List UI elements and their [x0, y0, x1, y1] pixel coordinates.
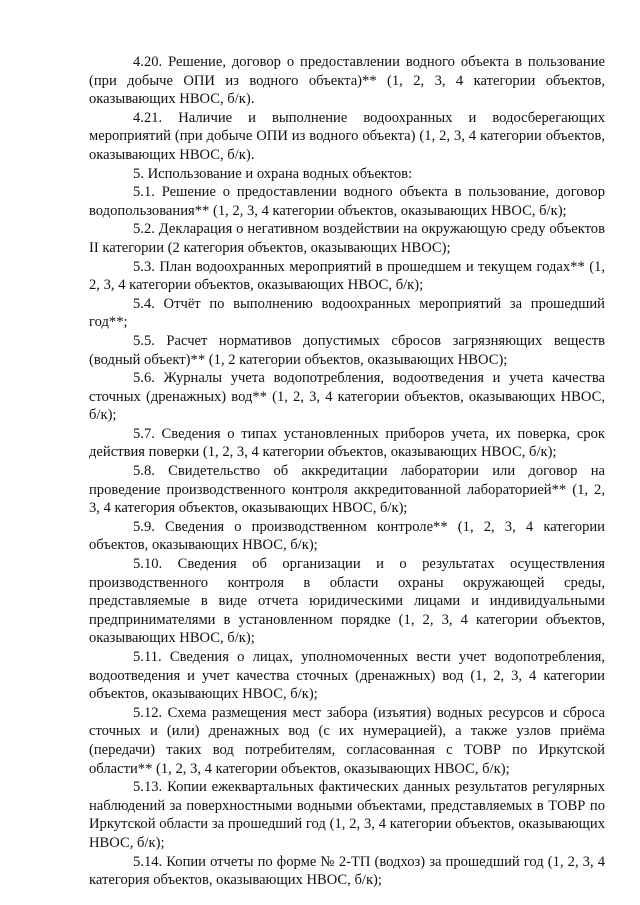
document-page [89, 53, 605, 890]
paragraph-5-2: 5.2. Декларация о негативном воздействии на окружающую среду объектов II категории (2 категория объектов, оказывающих НВОС); [89, 221, 605, 256]
paragraph-5-7: 5.7. Сведения о типах установленных приборов учета, их поверка, срок действия поверки (1, 2, 3, 4 категории объектов, оказывающих НВОС, б/к); [89, 425, 605, 461]
paragraph-5-8: 5.8. Свидетельство об аккредитации лаборатории или договор на проведение производственного контроля аккредитованной лабораторией** (1, 2, 3, 4 категория объектов, оказывающих НВОС, б/к); [89, 463, 605, 517]
paragraph-5-4: 5.4. Отчёт по выполнению водоохранных мероприятий за прошедший год**; [89, 295, 605, 331]
paragraph-5-14: 5.14. Копии отчеты по форме № 2-ТП (водхоз) за прошедший год (1, 2, 3, 4 категория объектов, оказывающих НВОС, б/к); [89, 853, 605, 889]
paragraph-4-20: 4.20. Решение, договор о предоставлении водного объекта в пользование (при добыче ОПИ из водного объекта)** (1, 2, 3, 4 категории объектов, оказывающих НВОС, б/к). [89, 54, 605, 108]
section-5-heading: 5. Использование и охрана водных объектов: [133, 165, 413, 182]
paragraph-4-21: 4.21. Наличие и выполнение водоохранных и водосберегающих мероприятий (при добыче ОПИ из водного объекта) (1, 2, 3, 4 категории объектов, оказывающих НВОС, б/к). [89, 109, 605, 163]
paragraph-5-5: 5.5. Расчет нормативов допустимых сбросов загрязняющих веществ (водный объект)** (1, 2 категории объектов, оказывающих НВОС); [89, 332, 605, 368]
paragraph-5-1: 5.1. Решение о предоставлении водного объекта в пользование, договор водопользования** (1, 2, 3, 4 категории объектов, оказывающих НВОС, б/к); [89, 184, 605, 219]
paragraph-5-6: 5.6. Журналы учета водопотребления, водоотведения и учета качества сточных (дренажных) вод** (1, 2, 3, 4 категории объектов, оказывающих НВОС, б/к); [89, 370, 605, 424]
paragraph-5-11: 5.11. Сведения о лицах, уполномоченных вести учет водопотребления, водоотведения и учет качества сточных (дренажных) вод (1, 2, 3, 4 категории объектов, оказывающих НВОС, б/к); [89, 649, 605, 703]
paragraph-5-12: 5.12. Схема размещения мест забора (изъятия) водных ресурсов и сброса сточных и (или) дренажных вод (с их нумерацией), а также узлов приёма (передачи) таких вод потребителям, согласованная с ТОВР по Иркутской области** (1, 2, 3, 4 категории объектов, оказывающих НВОС, б/к); [89, 704, 605, 777]
paragraph-5-3: 5.3. План водоохранных мероприятий в прошедшем и текущем годах** (1, 2, 3, 4 категории объектов, оказывающих НВОС, б/к); [89, 258, 605, 294]
paragraph-5-13: 5.13. Копии ежеквартальных фактических данных результатов регулярных наблюдений за поверхностными водными объектами, представляемых в ТОВР по Иркутской области за прошедший год (1, 2, 3, 4 категории объектов, оказывающих НВОС, б/к); [89, 779, 605, 851]
paragraph-5-10: 5.10. Сведения об организации и о результатах осуществления производственного контроля в области охраны окружающей среды, представляемые в виде отчета юридическими лицами и индивидуальными предпринимателями в установленном порядке (1, 2, 3, 4 категории объектов, оказывающих НВОС, б/к); [89, 556, 605, 647]
paragraph-5-9: 5.9. Сведения о производственном контроле** (1, 2, 3, 4 категории объектов, оказывающих НВОС, б/к); [89, 518, 605, 554]
